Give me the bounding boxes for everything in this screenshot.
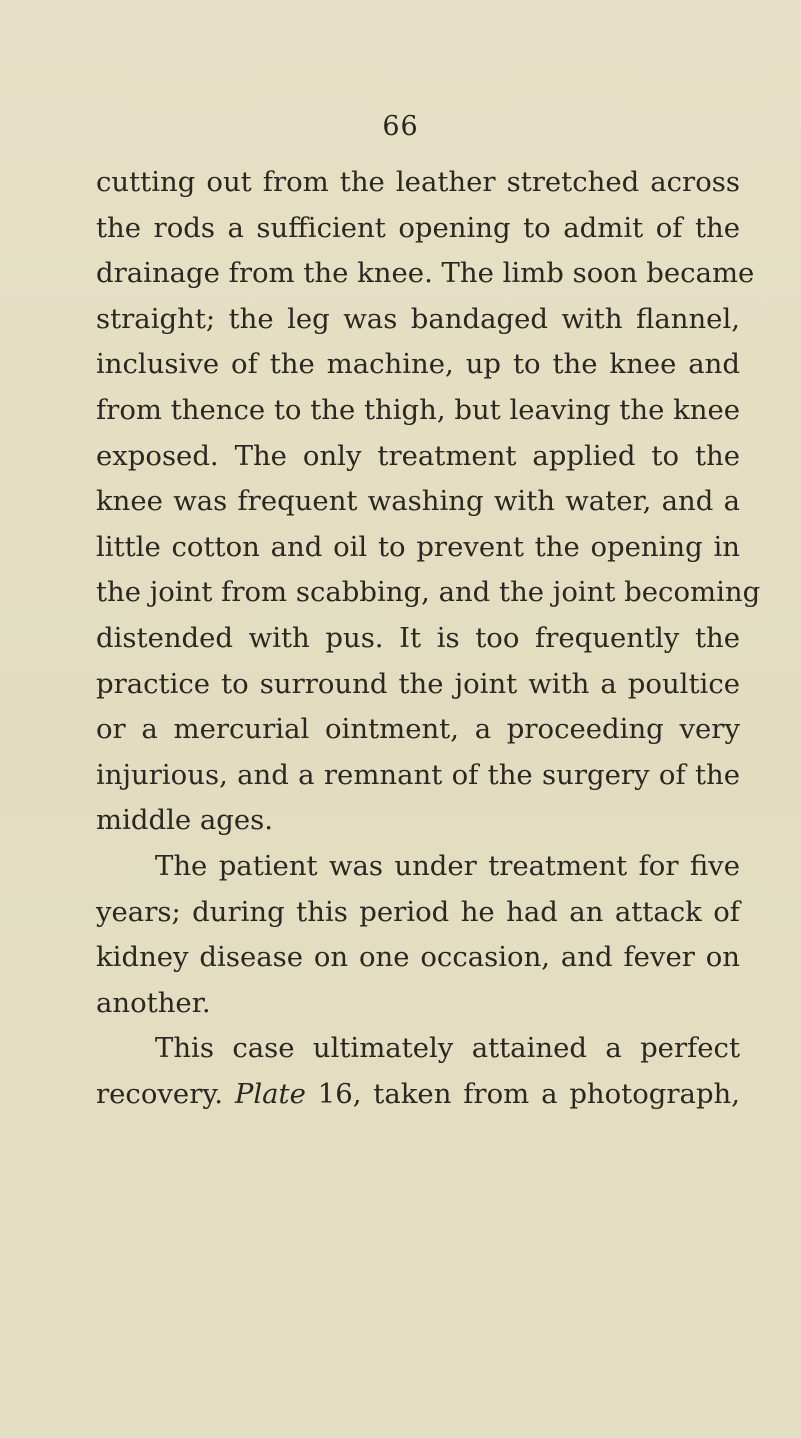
text-line: cutting out from the leather stretched across [96,166,740,198]
text-line-final [96,1072,740,1118]
body-text [96,160,761,1117]
paragraph-first-line: This case ultimately attained a perfect [155,1032,740,1065]
text-line: injurious, and a remnant of the surgery of the [96,758,740,791]
text-line: another. [96,986,211,1019]
text-line: distended with pus. It is too frequently the [96,621,740,654]
text-line: inclusive of the machine, up to the knee and [96,348,740,381]
text-line: straight; the leg was bandaged with flannel, [96,302,740,335]
text-line: the rods a sufficient opening to admit of the [96,211,740,244]
text-line: the joint from scabbing, and the joint becoming [96,576,761,609]
plate-reference: Plate [234,1077,306,1110]
page-number: 66 [382,111,419,142]
text-line: kidney disease on one occasion, and fever on [96,941,740,974]
final-line-start: recovery. [96,1077,223,1110]
final-line-end: 16, taken from a photograph, [317,1077,740,1110]
text-line: drainage from the knee. The limb soon became [96,257,755,290]
text-line: little cotton and oil to prevent the opening in [96,530,740,563]
text-line: middle ages. [96,804,274,837]
text-line: years; during this period he had an attack of [96,895,740,928]
text-line: from thence to the thigh, but leaving the knee [96,393,741,426]
paragraph-first-line: The patient was under treatment for five [155,849,740,882]
text-line: or a mercurial ointment, a proceeding very [96,713,740,746]
text-line: exposed. The only treatment applied to the [96,439,740,472]
text-line: practice to surround the joint with a poultice [96,667,740,700]
text-line: knee was frequent washing with water, and a [96,485,740,518]
